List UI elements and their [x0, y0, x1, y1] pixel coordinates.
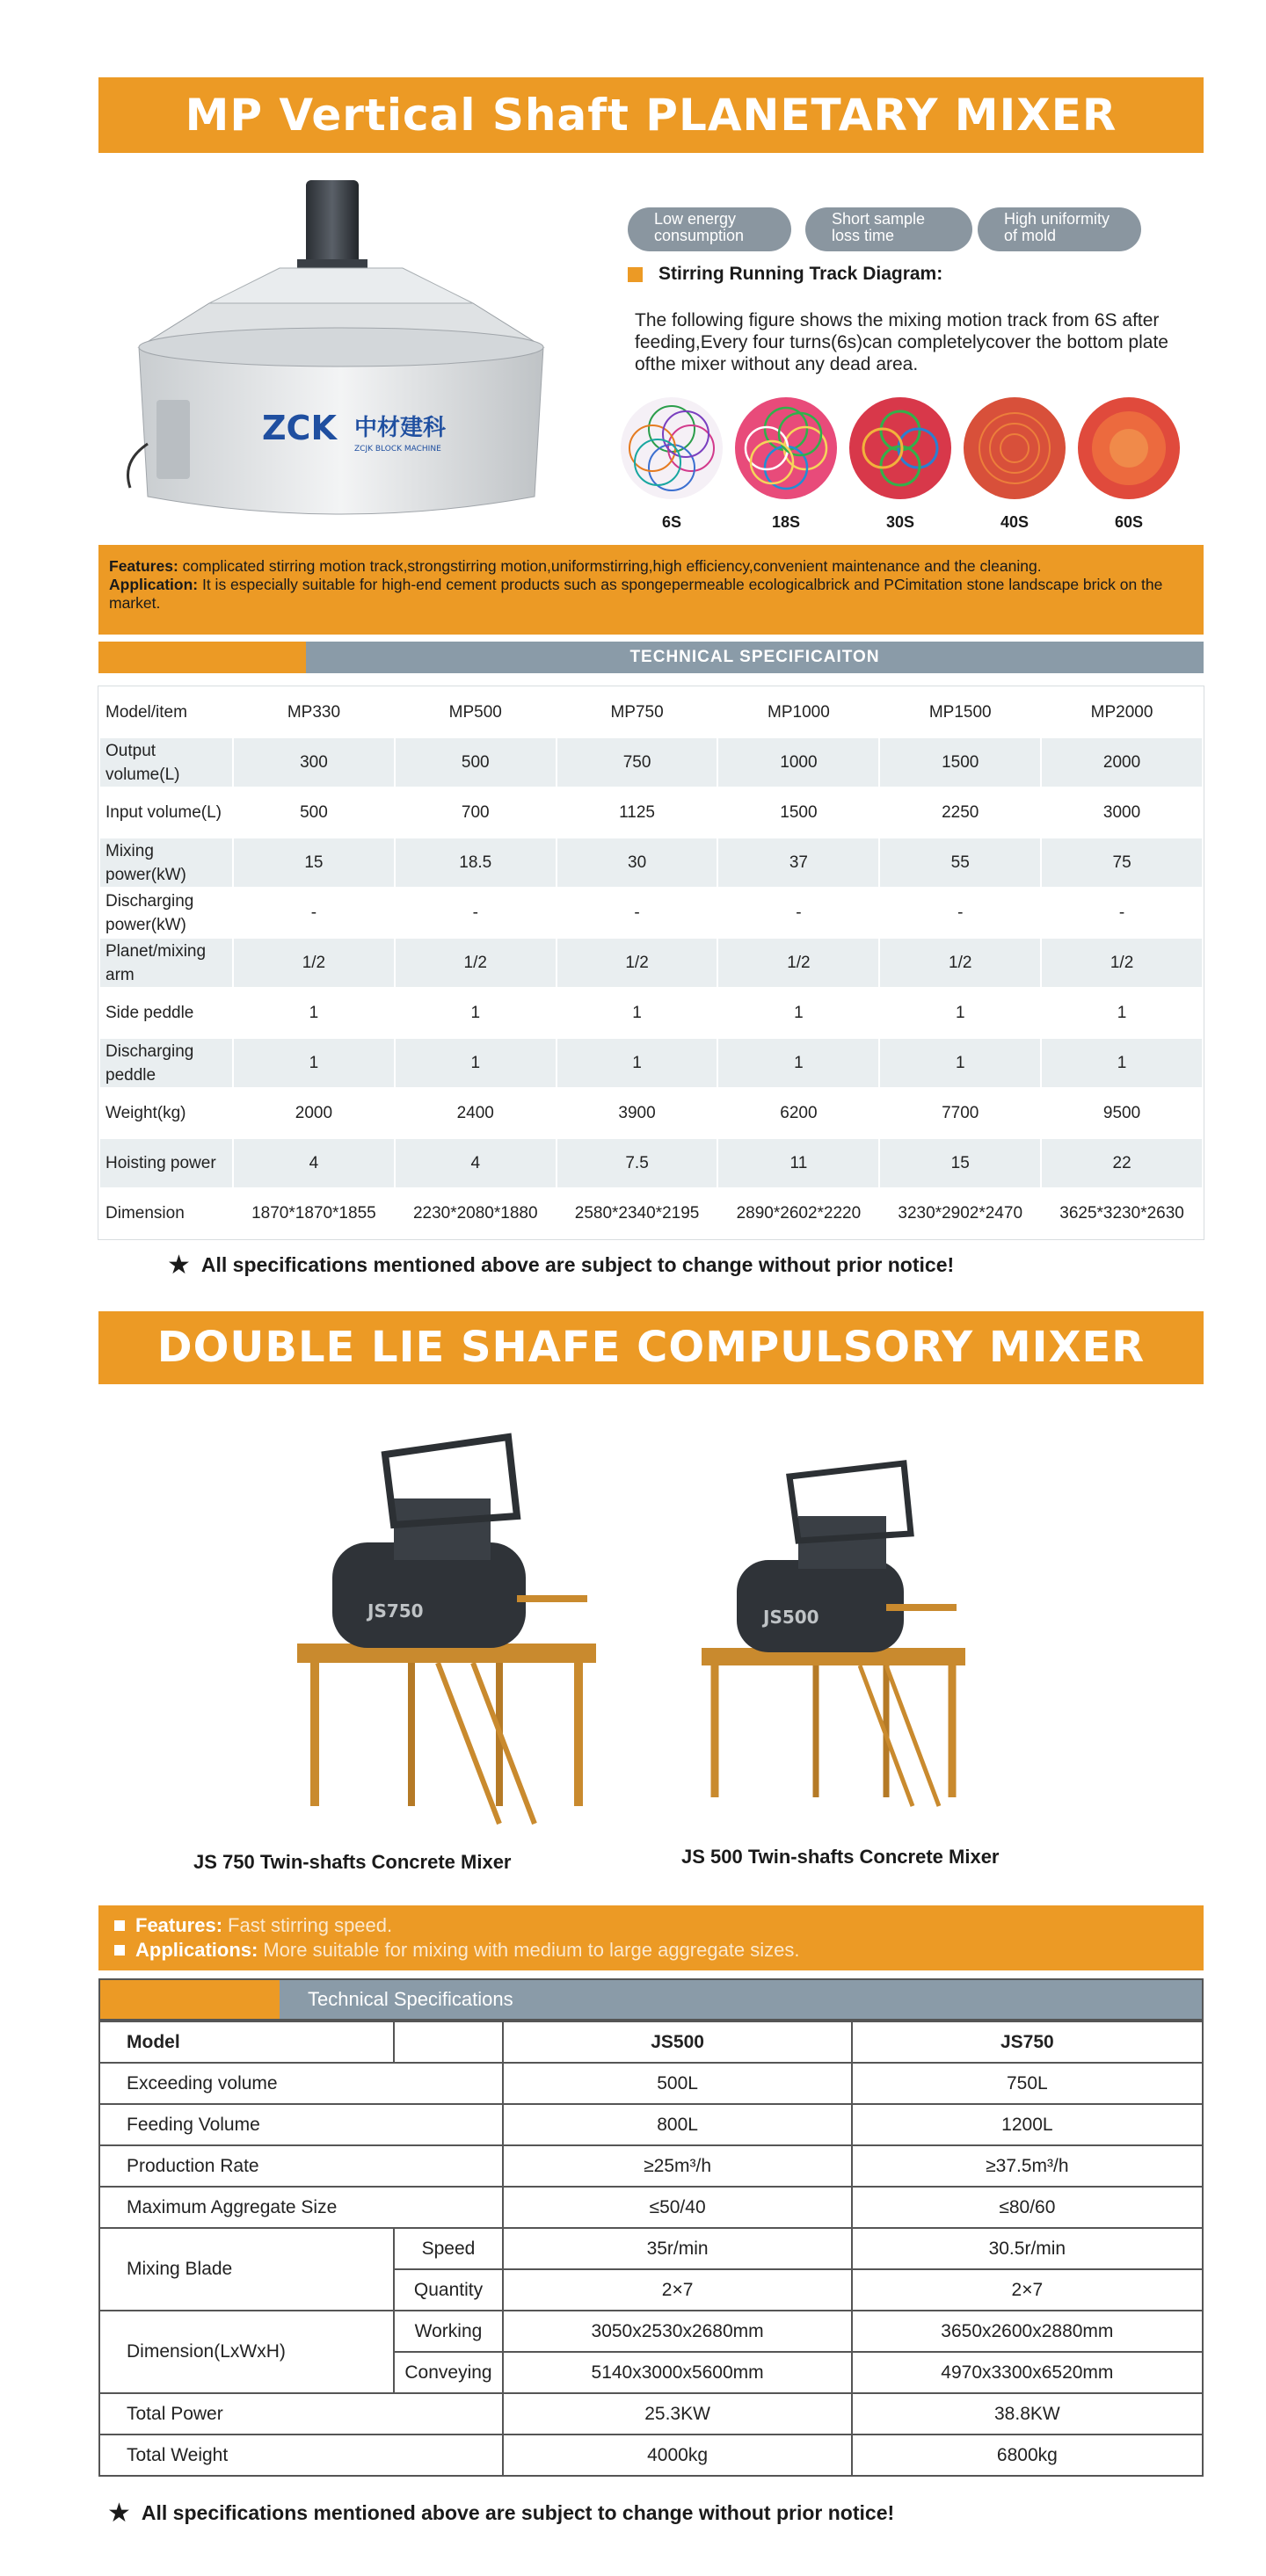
- model-js750: JS750: [852, 2021, 1203, 2063]
- tech-bar-accent: [100, 1980, 280, 2019]
- table-cell: 4000kg: [503, 2435, 851, 2476]
- pill-line: loss time: [832, 227, 895, 244]
- table-cell: 2×7: [503, 2269, 851, 2311]
- application-text: It is especially suitable for high-end cement products such as spongepermeable ecologicalbrick and PCimitation stone landscape brick on the market.: [109, 576, 1163, 612]
- table-cell: 1: [879, 1038, 1041, 1088]
- table-cell: 3050x2530x2680mm: [503, 2311, 851, 2352]
- table-cell: 1: [557, 1038, 718, 1088]
- table-cell: 30.5r/min: [852, 2228, 1203, 2269]
- row-label: Total Power: [99, 2393, 503, 2435]
- table-cell: 1: [1041, 1038, 1203, 1088]
- features-box-2: [98, 1905, 1204, 1970]
- table-cell: 3000: [1041, 787, 1203, 838]
- table-cell: 3650x2600x2880mm: [852, 2311, 1203, 2352]
- table-cell: 500: [395, 737, 557, 787]
- table-cell: 800L: [503, 2104, 851, 2145]
- section2-title: DOUBLE LIE SHAFE COMPULSORY MIXER: [98, 1311, 1204, 1384]
- table-cell: 500: [233, 787, 395, 838]
- logo-text: ZCK: [262, 409, 337, 447]
- tech-spec-title-2: Technical Specifications: [308, 1988, 513, 2010]
- track-diagram-40s: [964, 397, 1066, 499]
- table-row: [99, 2187, 1203, 2228]
- table-cell: 2230*2080*1880: [395, 1188, 557, 1238]
- table-header-cell: MP1000: [717, 687, 879, 737]
- row-label: Maximum Aggregate Size: [99, 2187, 503, 2228]
- pill-line: Low energy: [654, 210, 737, 228]
- table-row: [99, 2145, 1203, 2187]
- square-bullet-icon: [114, 1920, 125, 1931]
- table-row: [99, 838, 1203, 888]
- table-cell: 500L: [503, 2063, 851, 2104]
- table-cell: 4: [395, 1138, 557, 1188]
- table-header-cell: MP2000: [1041, 687, 1203, 737]
- table-row: [99, 1188, 1203, 1238]
- table-cell: -: [395, 888, 557, 938]
- table-cell: 1: [557, 988, 718, 1038]
- row-label: Planet/mixing arm: [99, 938, 233, 988]
- track-label: 40S: [1000, 513, 1030, 531]
- row-label: Weight(kg): [99, 1088, 233, 1138]
- table-cell: 4970x3300x6520mm: [852, 2352, 1203, 2393]
- table-header-row: [99, 2021, 1203, 2063]
- logo-sub: ZCJK BLOCK MACHINE: [354, 445, 441, 454]
- notice-text: All specifications mentioned above are subject to change without prior notice!: [141, 2501, 895, 2524]
- table-cell: ≥25m³/h: [503, 2145, 851, 2187]
- table-row: [99, 888, 1203, 938]
- sub-label: Conveying: [394, 2352, 504, 2393]
- row-label: Production Rate: [99, 2145, 503, 2187]
- row-label: Mixing power(kW): [99, 838, 233, 888]
- table-header-cell: MP750: [557, 687, 718, 737]
- table-row: [99, 787, 1203, 838]
- feature-pill-uniformity: [978, 207, 1141, 251]
- table-cell: 9500: [1041, 1088, 1203, 1138]
- table-cell: ≤50/40: [503, 2187, 851, 2228]
- table-row: [99, 2063, 1203, 2104]
- table-cell: ≥37.5m³/h: [852, 2145, 1203, 2187]
- star-icon: ★: [107, 2499, 131, 2528]
- table-cell: 2000: [1041, 737, 1203, 787]
- table-cell: 7700: [879, 1088, 1041, 1138]
- table-cell: 25.3KW: [503, 2393, 851, 2435]
- applications-text: More suitable for mixing with medium to large aggregate sizes.: [263, 1939, 800, 1961]
- twin-shaft-spec-table: [98, 2021, 1204, 2477]
- table-header-row: [99, 687, 1203, 737]
- square-bullet-icon: [114, 1945, 125, 1956]
- table-header-cell: MP330: [233, 687, 395, 737]
- table-cell: 1: [879, 988, 1041, 1038]
- applications-row: [114, 1938, 1188, 1963]
- table-cell: -: [1041, 888, 1203, 938]
- track-label: 6S: [661, 513, 682, 531]
- square-bullet-icon: [628, 267, 643, 282]
- table-row: [99, 1038, 1203, 1088]
- model-header: Model: [99, 2021, 394, 2063]
- js750-label: JS750: [367, 1600, 424, 1622]
- table-cell: 1125: [557, 787, 718, 838]
- pill-line: Short sample: [832, 210, 926, 228]
- table-row: [99, 2228, 1203, 2269]
- table-cell: 750L: [852, 2063, 1203, 2104]
- track-diagram-18s: [735, 397, 837, 499]
- notice-text: All specifications mentioned above are subject to change without prior notice!: [200, 1253, 955, 1276]
- tech-spec-title: TECHNICAL SPECIFICAITON: [629, 648, 880, 666]
- table-cell: ≤80/60: [852, 2187, 1203, 2228]
- tech-bar-accent: [98, 642, 306, 673]
- track-diagram-title: [628, 264, 942, 285]
- table-cell: 1: [233, 988, 395, 1038]
- track-diagram-30s: [849, 397, 951, 499]
- features-label: Features:: [109, 557, 178, 575]
- caption-js750: JS 750 Twin-shafts Concrete Mixer: [193, 1851, 512, 1873]
- table-cell: 4: [233, 1138, 395, 1188]
- js750-mixer: [297, 1437, 596, 1824]
- feature-pill-energy: [628, 207, 791, 251]
- row-label: Hoisting power: [99, 1138, 233, 1188]
- planetary-spec-table: [98, 686, 1204, 1239]
- row-label: Discharging peddle: [99, 1038, 233, 1088]
- table-cell: 1500: [717, 787, 879, 838]
- features-line: [109, 557, 1193, 576]
- table-row: [99, 2311, 1203, 2352]
- table-header-cell: MP500: [395, 687, 557, 737]
- table-cell: -: [717, 888, 879, 938]
- row-label: Feeding Volume: [99, 2104, 503, 2145]
- table-cell: 5140x3000x5600mm: [503, 2352, 851, 2393]
- track-description: The following figure shows the mixing motion track from 6S after feeding,Every four turns(6s)can completelycover the bottom plate ofthe mixer without any dead area.: [635, 310, 1168, 374]
- pill-line: High uniformity: [1004, 210, 1110, 228]
- table-cell: 300: [233, 737, 395, 787]
- logo-cn: 中材建科: [354, 415, 447, 441]
- table-cell: 1200L: [852, 2104, 1203, 2145]
- pill-line: consumption: [654, 227, 745, 244]
- track-diagrams: [615, 394, 1196, 501]
- features-label: Features:: [135, 1914, 223, 1936]
- pill-line: of mold: [1004, 227, 1057, 244]
- table-header-cell: MP1500: [879, 687, 1041, 737]
- table-cell: 75: [1041, 838, 1203, 888]
- application-label: Application:: [109, 576, 199, 593]
- planetary-mixer-image: [104, 171, 578, 541]
- table-cell: 1/2: [557, 938, 718, 988]
- table-cell: 37: [717, 838, 879, 888]
- track-diagram-6s: [621, 397, 723, 499]
- sub-label: Speed: [394, 2228, 504, 2269]
- section1-title: MP Vertical Shaft PLANETARY MIXER: [98, 77, 1204, 153]
- caption-js500: JS 500 Twin-shafts Concrete Mixer: [681, 1846, 1000, 1868]
- row-label: Dimension(LxWxH): [99, 2311, 394, 2393]
- table-cell: 15: [233, 838, 395, 888]
- table-cell: 6200: [717, 1088, 879, 1138]
- js500-mixer: [702, 1463, 965, 1806]
- table-cell: 6800kg: [852, 2435, 1203, 2476]
- row-label: Output volume(L): [99, 737, 233, 787]
- tech-spec-bar: [98, 642, 1204, 673]
- table-cell: 2890*2602*2220: [717, 1188, 879, 1238]
- notice: [167, 1250, 954, 1281]
- table-cell: 1: [717, 1038, 879, 1088]
- row-label: Exceeding volume: [99, 2063, 503, 2104]
- row-label: Discharging power(kW): [99, 888, 233, 938]
- track-label: 30S: [885, 513, 915, 531]
- features-row: [114, 1913, 1188, 1938]
- sub-label: Working: [394, 2311, 504, 2352]
- table-row: [99, 737, 1203, 787]
- table-header-cell: Model/item: [99, 687, 233, 737]
- table-cell: 1: [1041, 988, 1203, 1038]
- table-cell: 2000: [233, 1088, 395, 1138]
- table-cell: 18.5: [395, 838, 557, 888]
- table-row: [99, 2435, 1203, 2476]
- feature-pill-sample: [805, 207, 972, 251]
- table-cell: 700: [395, 787, 557, 838]
- table-cell: 1/2: [233, 938, 395, 988]
- table-cell: 1870*1870*1855: [233, 1188, 395, 1238]
- star-icon: ★: [167, 1251, 191, 1280]
- features-text: Fast stirring speed.: [228, 1914, 393, 1936]
- table-row: [99, 1138, 1203, 1188]
- table-cell: 1/2: [717, 938, 879, 988]
- twin-shaft-mixers-image: [236, 1393, 1009, 1832]
- table-cell: -: [879, 888, 1041, 938]
- features-text: complicated stirring motion track,strongstirring motion,uniformstirring,high efficiency,convenient maintenance and the cleaning.: [178, 557, 1042, 575]
- table-cell: 1/2: [1041, 938, 1203, 988]
- table-cell: 22: [1041, 1138, 1203, 1188]
- table-cell: 2×7: [852, 2269, 1203, 2311]
- row-label: Total Weight: [99, 2435, 503, 2476]
- table-cell: 55: [879, 838, 1041, 888]
- table-cell: 1: [717, 988, 879, 1038]
- table-cell: 1000: [717, 737, 879, 787]
- row-label: Side peddle: [99, 988, 233, 1038]
- table-cell: 1/2: [395, 938, 557, 988]
- table-cell: 11: [717, 1138, 879, 1188]
- row-label: Input volume(L): [99, 787, 233, 838]
- table-row: [99, 988, 1203, 1038]
- table-cell: 30: [557, 838, 718, 888]
- table-cell: 1500: [879, 737, 1041, 787]
- track-diagram-60s: [1078, 397, 1180, 499]
- table-cell: 2400: [395, 1088, 557, 1138]
- track-title-text: Stirring Running Track Diagram:: [658, 264, 943, 284]
- application-line: [109, 576, 1193, 613]
- table-cell: 2250: [879, 787, 1041, 838]
- table-cell: -: [557, 888, 718, 938]
- table-row: [99, 2104, 1203, 2145]
- row-label: Mixing Blade: [99, 2228, 394, 2311]
- table-cell: 3900: [557, 1088, 718, 1138]
- table-row: [99, 1088, 1203, 1138]
- table-row: [99, 2393, 1203, 2435]
- track-label: 18S: [771, 513, 801, 531]
- table-row: [99, 938, 1203, 988]
- table-cell: 7.5: [557, 1138, 718, 1188]
- empty-cell: [394, 2021, 504, 2063]
- notice-2: [107, 2498, 894, 2529]
- js500-label: JS500: [763, 1607, 819, 1628]
- table-cell: 15: [879, 1138, 1041, 1188]
- applications-label: Applications:: [135, 1939, 258, 1961]
- table-cell: 1/2: [879, 938, 1041, 988]
- tech-spec-bar-2: [98, 1978, 1204, 2021]
- features-box: [98, 545, 1204, 635]
- table-cell: 3230*2902*2470: [879, 1188, 1041, 1238]
- model-js500: JS500: [503, 2021, 851, 2063]
- track-label: 60S: [1114, 513, 1144, 531]
- table-cell: 35r/min: [503, 2228, 851, 2269]
- table-cell: 3625*3230*2630: [1041, 1188, 1203, 1238]
- table-cell: 1: [233, 1038, 395, 1088]
- sub-label: Quantity: [394, 2269, 504, 2311]
- table-cell: -: [233, 888, 395, 938]
- table-cell: 38.8KW: [852, 2393, 1203, 2435]
- table-cell: 2580*2340*2195: [557, 1188, 718, 1238]
- table-cell: 1: [395, 1038, 557, 1088]
- table-cell: 750: [557, 737, 718, 787]
- table-cell: 1: [395, 988, 557, 1038]
- row-label: Dimension: [99, 1188, 233, 1238]
